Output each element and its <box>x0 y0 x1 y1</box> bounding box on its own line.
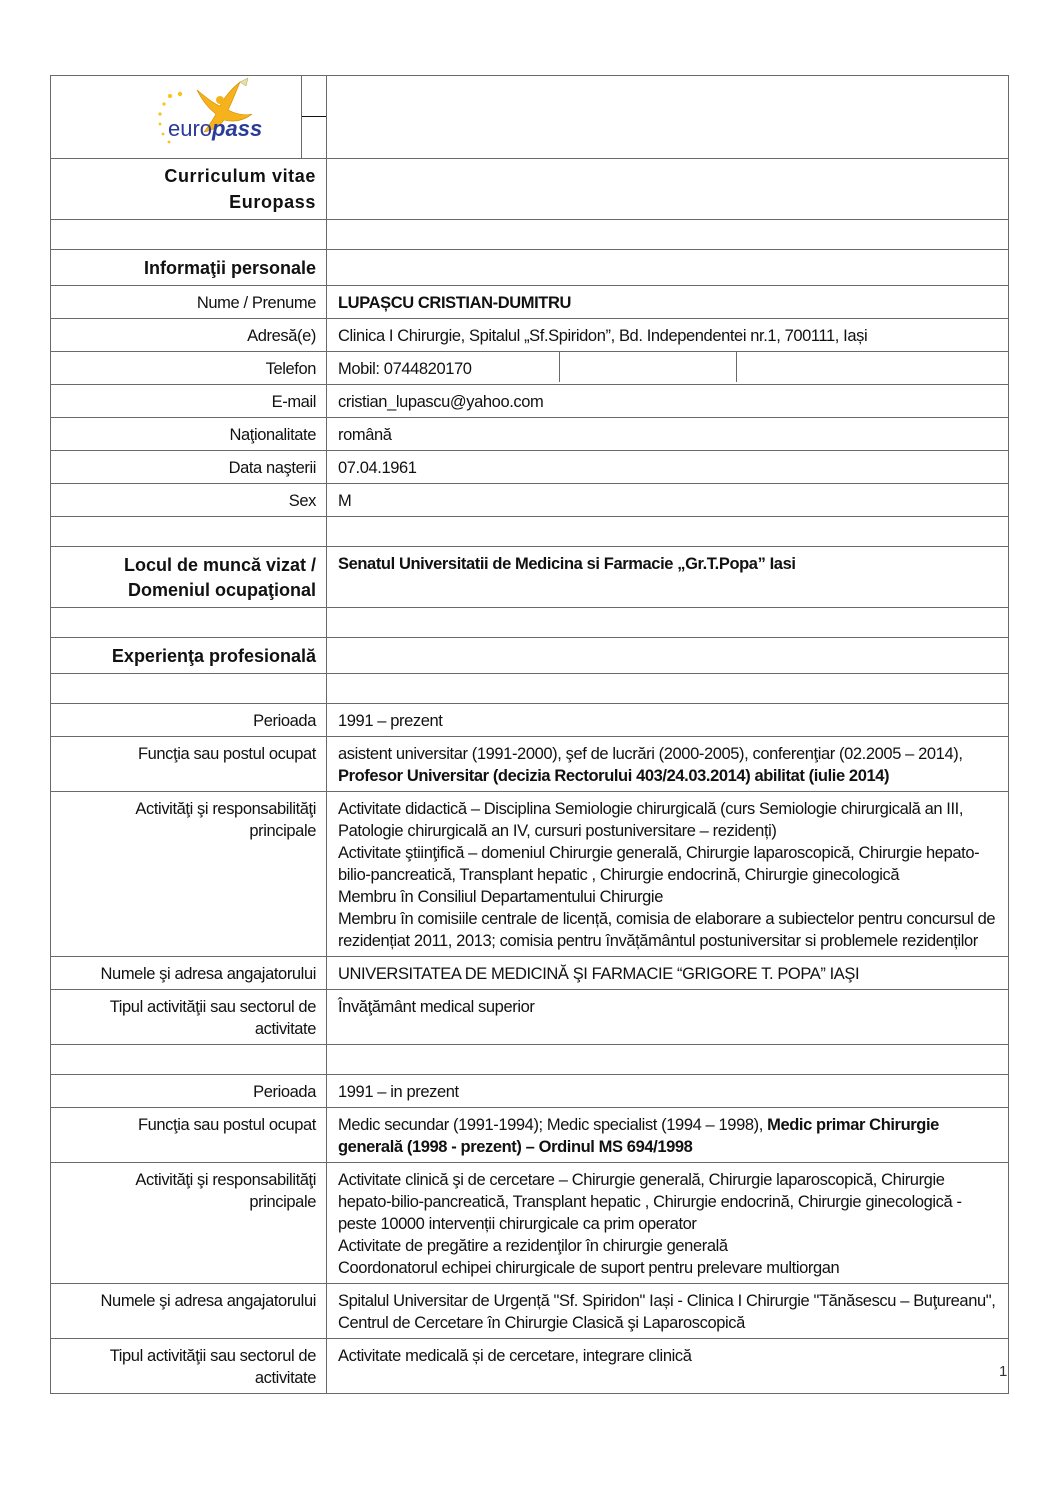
field-value-email[interactable]: cristian_lupascu@yahoo.com <box>327 385 1009 418</box>
field-label: Perioada <box>51 704 327 737</box>
activity-item: Activitate clinică şi de cercetare – Chirurgie generală, Chirurgie laparoscopică, Chirurgie hepato-bilio-pancreatică, Transplant hepatic , Chirurgie endocrină, Chirurgie ginecologică - peste 10000 intervenții chirurgicale ca prim operator <box>338 1171 962 1233</box>
spacer-row <box>51 220 1009 250</box>
exp1-position-text: asistent universitar (1991-2000), şef de lucrări (2000-2005), conferenţiar (02.2005 – 2014), <box>338 745 963 763</box>
sector-label-line1: Tipul activităţii sau sectorul de <box>109 998 316 1016</box>
activities-label-line2: principale <box>249 1193 316 1211</box>
exp1-position <box>327 737 1009 792</box>
activities-label-line1: Activităţi şi responsabilităţi <box>135 800 316 818</box>
activity-item: Activitate de pregătire a rezidenţilor în chirurgie generală <box>338 1237 728 1255</box>
exp1-activities-row <box>51 792 1009 957</box>
exp2-sector: Activitate medicală și de cercetare, integrare clinică <box>327 1339 1009 1394</box>
field-label: Funcţia sau postul ocupat <box>51 737 327 792</box>
field-row-birthdate <box>51 451 1009 484</box>
activities-label-line2: principale <box>249 822 316 840</box>
exp2-activities <box>327 1163 1009 1284</box>
cv-title <box>51 159 327 220</box>
field-label <box>51 990 327 1045</box>
field-value-phone: Mobil: 0744820170 <box>338 360 472 378</box>
activity-item: Membru în Consiliul Departamentului Chirurgie <box>338 888 663 906</box>
exp2-employer: Spitalul Universitar de Urgență "Sf. Spiridon" Iași - Clinica I Chirurgie "Tănăsescu – Buţureanu", Centrul de Cercetare în Chirurgie Clasică şi Laparoscopică <box>327 1284 1009 1339</box>
exp2-period-row <box>51 1075 1009 1108</box>
exp1-activities <box>327 792 1009 957</box>
field-label: Perioada <box>51 1075 327 1108</box>
field-label: Data naşterii <box>51 451 327 484</box>
field-label: Numele şi adresa angajatorului <box>51 957 327 990</box>
phone-extra-cell-2 <box>736 352 1008 382</box>
section-heading-target-job <box>51 547 327 608</box>
exp2-position <box>327 1108 1009 1163</box>
exp1-sector: Învăţământ medical superior <box>327 990 1009 1045</box>
phone-extra-cell-1 <box>559 352 736 382</box>
field-row-email <box>51 385 1009 418</box>
target-job-value: Senatul Universitatii de Medicina si Farmacie „Gr.T.Popa” Iasi <box>327 547 1009 608</box>
activity-item: Activitate ştiinţifică – domeniul Chirurgie generală, Chirurgie laparoscopică, Chirurgie hepato-bilio-pancreatică, Transplant hepatic , Chirurgie endocrină, Chirurgie ginecologică <box>338 844 980 884</box>
field-label: Nume / Prenume <box>51 286 327 319</box>
spacer-row <box>51 1045 1009 1075</box>
europass-logo <box>152 76 302 158</box>
logo-divider <box>301 76 326 158</box>
section-heading-personal: Informaţii personale <box>51 250 327 286</box>
exp2-position-row <box>51 1108 1009 1163</box>
field-value-address: Clinica I Chirurgie, Spitalul „Sf.Spiridon”, Bd. Independentei nr.1, 700111, Iași <box>327 319 1009 352</box>
field-value-nationality: română <box>327 418 1009 451</box>
field-label: Sex <box>51 484 327 517</box>
activities-label-line1: Activităţi şi responsabilităţi <box>135 1171 316 1189</box>
field-label: Naţionalitate <box>51 418 327 451</box>
field-value-phone-cell <box>327 352 1009 385</box>
field-value-sex: M <box>327 484 1009 517</box>
exp2-period: 1991 – in prezent <box>327 1075 1009 1108</box>
field-row-address <box>51 319 1009 352</box>
field-label: Telefon <box>51 352 327 385</box>
field-row-sex <box>51 484 1009 517</box>
target-job-label-line2: Domeniul ocupaţional <box>127 580 316 600</box>
exp2-position-text: Medic secundar (1991-1994); Medic specialist (1994 – 1998), <box>338 1116 768 1134</box>
exp1-position-row <box>51 737 1009 792</box>
activity-item: Membru în comisiile centrale de licență, comisia de elaborare a subiectelor pentru concursul de rezidențiat 2011, 2013; comisia pentru învățământul postuniversitar si problemele rezidenților <box>338 910 996 950</box>
activity-item: Coordonatorul echipei chirurgicale de suport pentru prelevare multiorgan <box>338 1259 840 1277</box>
field-label <box>51 1339 327 1394</box>
exp1-employer: UNIVERSITATEA DE MEDICINĂ ŞI FARMACIE “GRIGORE T. POPA” IAŞI <box>327 957 1009 990</box>
spacer-row <box>51 608 1009 638</box>
section-heading-experience: Experienţa profesională <box>51 638 327 674</box>
exp1-period: 1991 – prezent <box>327 704 1009 737</box>
field-row-phone <box>51 352 1009 385</box>
svg-text:europass: europass <box>168 116 263 141</box>
spacer-row <box>51 674 1009 704</box>
field-label: Funcţia sau postul ocupat <box>51 1108 327 1163</box>
exp2-employer-row <box>51 1284 1009 1339</box>
field-value-birthdate: 07.04.1961 <box>327 451 1009 484</box>
field-value-name: LUPAȘCU CRISTIAN-DUMITRU <box>327 286 1009 319</box>
personal-heading-row <box>51 250 1009 286</box>
exp1-position-bold: Profesor Universitar (decizia Rectorului 403/24.03.2014) abilitat (iulie 2014) <box>338 767 890 785</box>
field-row-nationality <box>51 418 1009 451</box>
page-number: 1 <box>999 1363 1008 1380</box>
activity-item: Activitate didactică – Disciplina Semiologie chirurgicală (curs Semiologie chirurgicală an III, Patologie chirurgicală an IV, cursuri postuniversitare – rezidenți) <box>338 800 964 840</box>
field-label <box>51 1163 327 1284</box>
logo-cell <box>51 76 327 159</box>
target-job-row <box>51 547 1009 608</box>
logo-tick-line <box>302 116 326 117</box>
europass-figure-icon <box>152 76 302 158</box>
sector-label-line2: activitate <box>254 1020 316 1038</box>
field-label <box>51 792 327 957</box>
spacer-row <box>51 517 1009 547</box>
cv-table <box>50 75 1009 1394</box>
field-row-name <box>51 286 1009 319</box>
experience-heading-row <box>51 638 1009 674</box>
cv-title-line2: Europass <box>229 192 316 212</box>
cv-title-line1: Curriculum vitae <box>164 166 316 186</box>
logo-right-cell <box>327 76 1009 159</box>
sector-label-line1: Tipul activităţii sau sectorul de <box>109 1347 316 1365</box>
field-label: Adresă(e) <box>51 319 327 352</box>
target-job-label-line1: Locul de muncă vizat / <box>123 555 316 575</box>
sector-label-line2: activitate <box>254 1369 316 1387</box>
exp2-sector-row <box>51 1339 1009 1394</box>
exp1-period-row <box>51 704 1009 737</box>
exp1-sector-row <box>51 990 1009 1045</box>
field-label: Numele şi adresa angajatorului <box>51 1284 327 1339</box>
cv-page <box>50 75 1008 1394</box>
exp2-position-bold: Medic primar Chirurgie generală (1998 - prezent) – Ordinul MS 694/1998 <box>338 1116 939 1156</box>
field-label: E-mail <box>51 385 327 418</box>
exp2-activities-row <box>51 1163 1009 1284</box>
title-right-cell <box>327 159 1009 220</box>
logo-row <box>51 76 1009 159</box>
exp1-employer-row <box>51 957 1009 990</box>
title-row <box>51 159 1009 220</box>
